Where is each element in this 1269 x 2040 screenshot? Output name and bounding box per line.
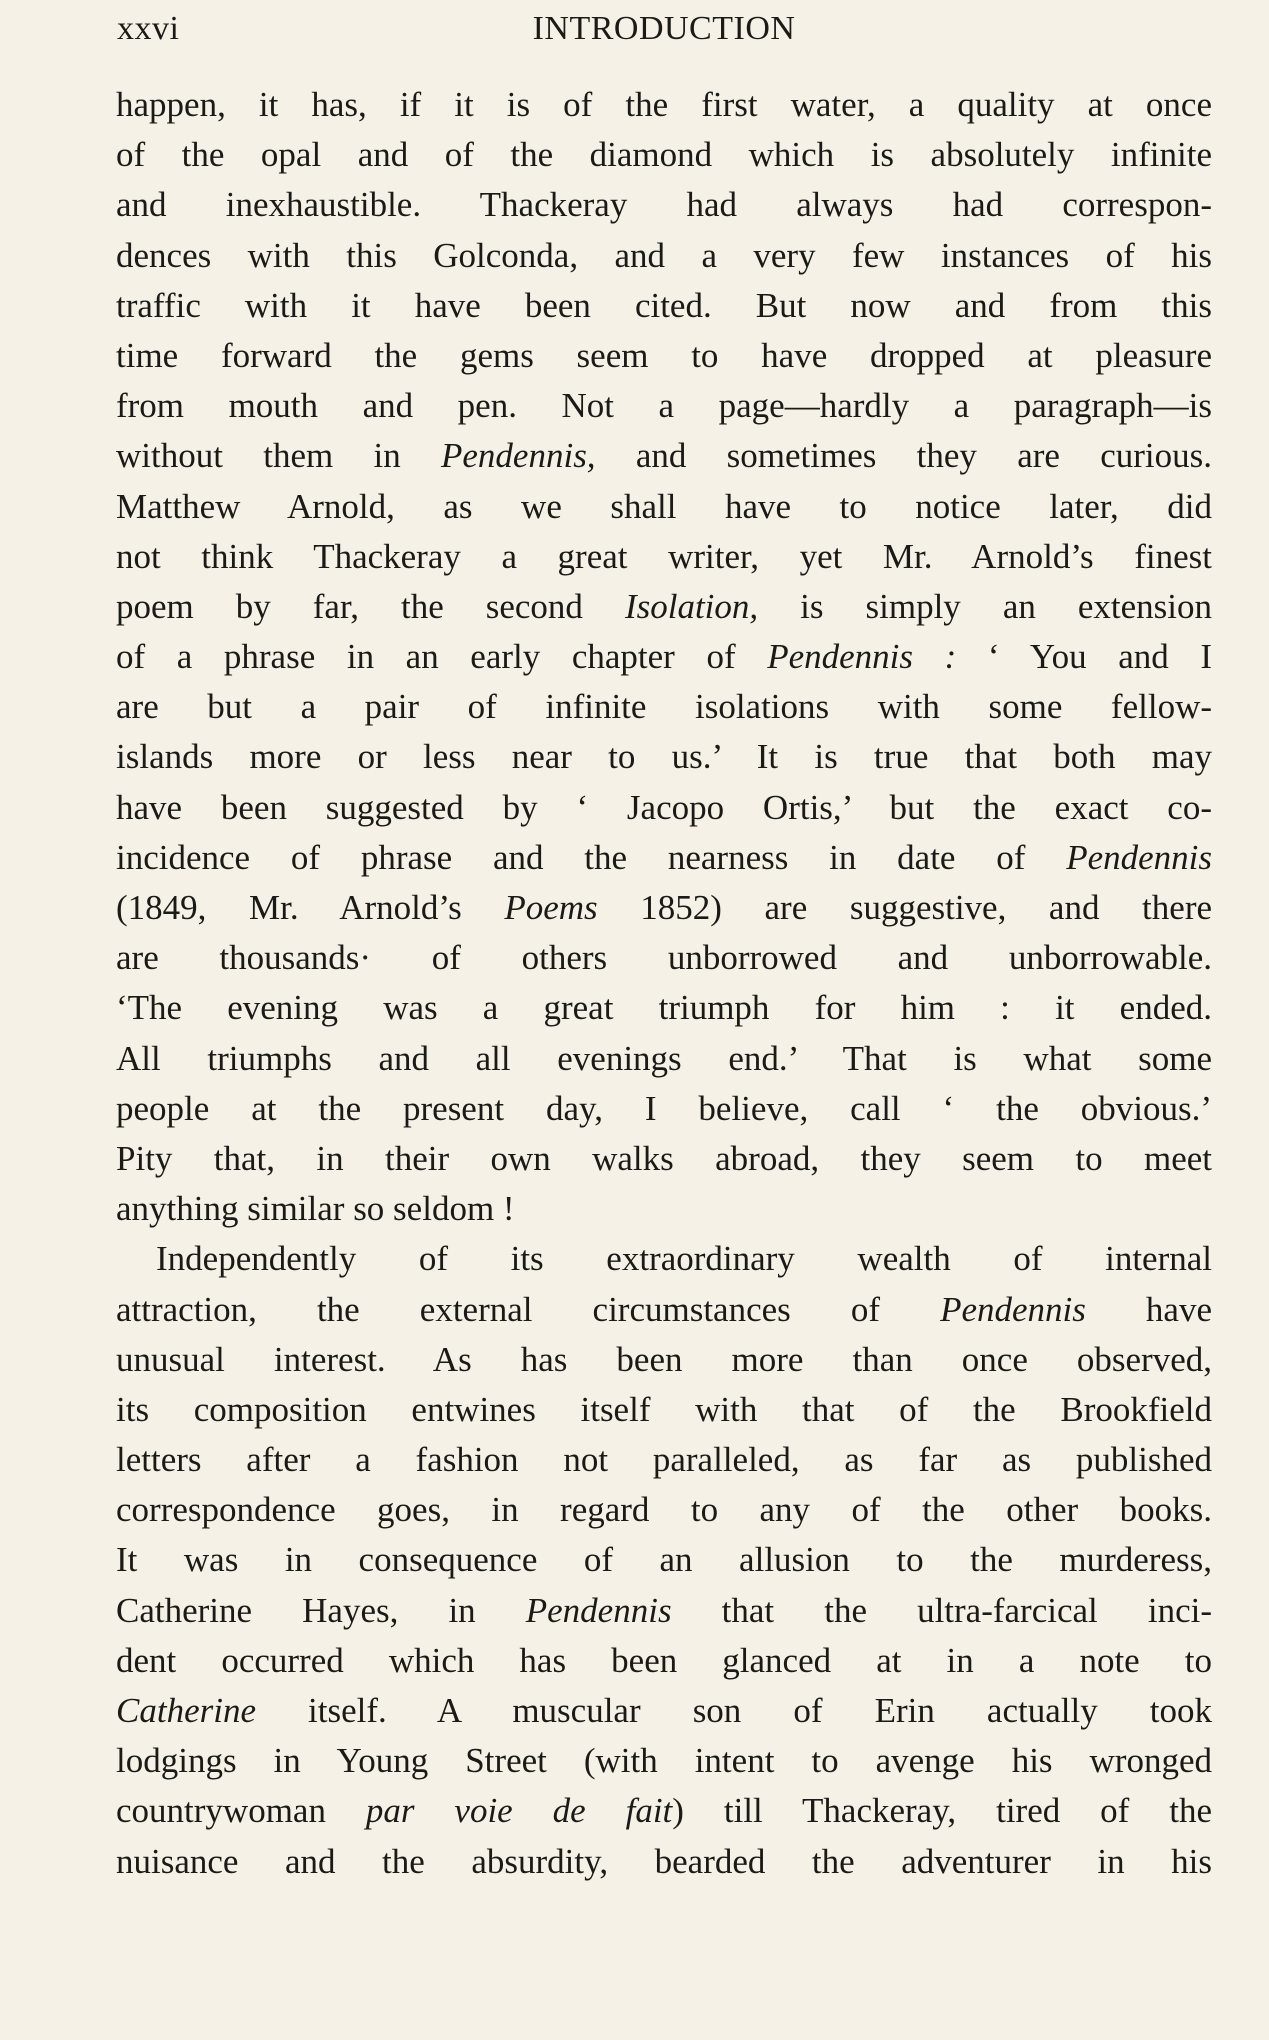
text-segment: itself. A muscular son of Erin actually took [255, 1691, 1212, 1730]
text-line [116, 833, 1212, 883]
text-segment: (1849, Mr. Arnold’s [116, 888, 505, 927]
text-segment: Pity that, in their own walks abroad, they seem to meet [116, 1138, 1212, 1178]
text-line [116, 1535, 1212, 1585]
text-segment: traffic with it have been cited. But now and from this [116, 285, 1212, 325]
text-segment: without them in [116, 436, 442, 476]
text-segment: countrywoman [116, 1791, 366, 1831]
text-segment: anything similar so seldom ! [116, 1189, 515, 1229]
text-line [116, 1586, 1212, 1636]
text-line [116, 1234, 1212, 1284]
text-segment: nuisance and the absurdity, bearded the adventurer in his [116, 1841, 1212, 1881]
body-text [116, 80, 1212, 1887]
text-line [116, 1134, 1212, 1184]
text-line [116, 783, 1212, 833]
text-line [116, 1034, 1212, 1084]
text-line [116, 682, 1212, 732]
text-segment: that the ultra-farcical inci- [671, 1590, 1212, 1630]
running-head [117, 10, 1211, 54]
text-line [116, 1686, 1212, 1736]
text-segment: have [1085, 1289, 1212, 1329]
text-segment: lodgings in Young Street (with intent to avenge his wronged [116, 1741, 1212, 1781]
text-line [116, 281, 1212, 331]
text-line [116, 80, 1212, 130]
text-line [116, 1435, 1212, 1485]
text-segment: ‘The evening was a great triumph for him : it ended. [116, 988, 1212, 1028]
text-line [116, 130, 1212, 180]
italic-text: Poems [504, 888, 598, 927]
text-segment: of the opal and of the diamond which is absolutely infinite [116, 135, 1212, 175]
text-line [116, 482, 1212, 532]
text-line [116, 582, 1212, 632]
text-segment: dences with this Golconda, and a very few instances of his [116, 235, 1212, 275]
italic-text: Pendennis [1066, 837, 1212, 877]
text-line [116, 883, 1212, 933]
text-segment: Independently of its extraordinary wealth of internal [156, 1239, 1212, 1279]
text-segment: people at the present day, I believe, call ‘ the obvious.’ [116, 1088, 1212, 1128]
text-segment: poem by far, the second [116, 586, 625, 626]
text-line [116, 1084, 1212, 1134]
text-line [116, 1837, 1212, 1887]
text-segment: time forward the gems seem to have dropped at pleasure [116, 335, 1212, 375]
text-line [116, 331, 1212, 381]
text-segment: ) till Thackeray, tired of the [672, 1791, 1212, 1831]
text-segment: happen, it has, if it is of the first water, a quality at once [116, 85, 1212, 124]
text-segment: All triumphs and all evenings end.’ That is what some [116, 1038, 1212, 1078]
text-segment: correspondence goes, in regard to any of the other books. [116, 1490, 1212, 1530]
text-line [116, 1736, 1212, 1786]
text-segment: It was in consequence of an allusion to the murderess, [116, 1540, 1212, 1580]
text-line [116, 1485, 1212, 1535]
italic-text: Pendennis : [767, 637, 957, 677]
italic-text: Catherine [116, 1691, 256, 1730]
text-line [116, 1385, 1212, 1435]
text-line [116, 381, 1212, 431]
italic-text: par voie de fait [365, 1791, 673, 1831]
text-segment: islands more or less near to us.’ It is true that both may [116, 737, 1212, 777]
text-segment: attraction, the external circumstances of [116, 1289, 941, 1329]
text-line [116, 632, 1212, 682]
italic-text: Isolation, [624, 586, 759, 626]
text-segment: letters after a fashion not paralleled, as far as published [116, 1440, 1212, 1480]
text-segment: and inexhaustible. Thackeray had always had correspon- [116, 185, 1212, 225]
italic-text: Pendennis [940, 1289, 1086, 1329]
text-segment: Matthew Arnold, as we shall have to notice later, did [116, 486, 1212, 526]
text-segment: unusual interest. As has been more than once observed, [116, 1339, 1212, 1379]
italic-text: Pendennis, [441, 436, 596, 476]
text-segment: is simply an extension [758, 586, 1213, 626]
text-segment: its composition entwines itself with that of the Brookfield [116, 1389, 1212, 1429]
text-segment: dent occurred which has been glanced at in a note to [116, 1640, 1212, 1680]
text-line [116, 231, 1212, 281]
text-line [116, 1184, 1212, 1234]
text-line [116, 933, 1212, 983]
text-segment: 1852) are suggestive, and there [597, 888, 1213, 927]
running-title: INTRODUCTION [532, 10, 796, 47]
text-segment: Catherine Hayes, in [116, 1590, 526, 1630]
text-line [116, 732, 1212, 782]
text-line [116, 1636, 1212, 1686]
text-line [116, 1285, 1212, 1335]
italic-text: Pendennis [525, 1590, 672, 1630]
text-line [116, 532, 1212, 582]
text-segment: incidence of phrase and the nearness in date of [116, 837, 1067, 877]
text-segment: and sometimes they are curious. [595, 436, 1212, 476]
page-number: xxvi [117, 10, 180, 47]
text-segment: ‘ You and I [956, 637, 1212, 677]
text-line [116, 431, 1212, 481]
text-segment: are thousands· of others unborrowed and unborrowable. [116, 938, 1212, 978]
text-segment: not think Thackeray a great writer, yet Mr. Arnold’s finest [116, 536, 1212, 576]
text-line [116, 1786, 1212, 1836]
text-segment: of a phrase in an early chapter of [116, 637, 768, 677]
text-line [116, 180, 1212, 230]
text-segment: are but a pair of infinite isolations with some fellow- [116, 687, 1212, 727]
text-segment: from mouth and pen. Not a page—hardly a paragraph—is [116, 386, 1212, 426]
text-segment: have been suggested by ‘ Jacopo Ortis,’ but the exact co- [116, 787, 1212, 827]
text-line [116, 983, 1212, 1033]
text-line [116, 1335, 1212, 1385]
